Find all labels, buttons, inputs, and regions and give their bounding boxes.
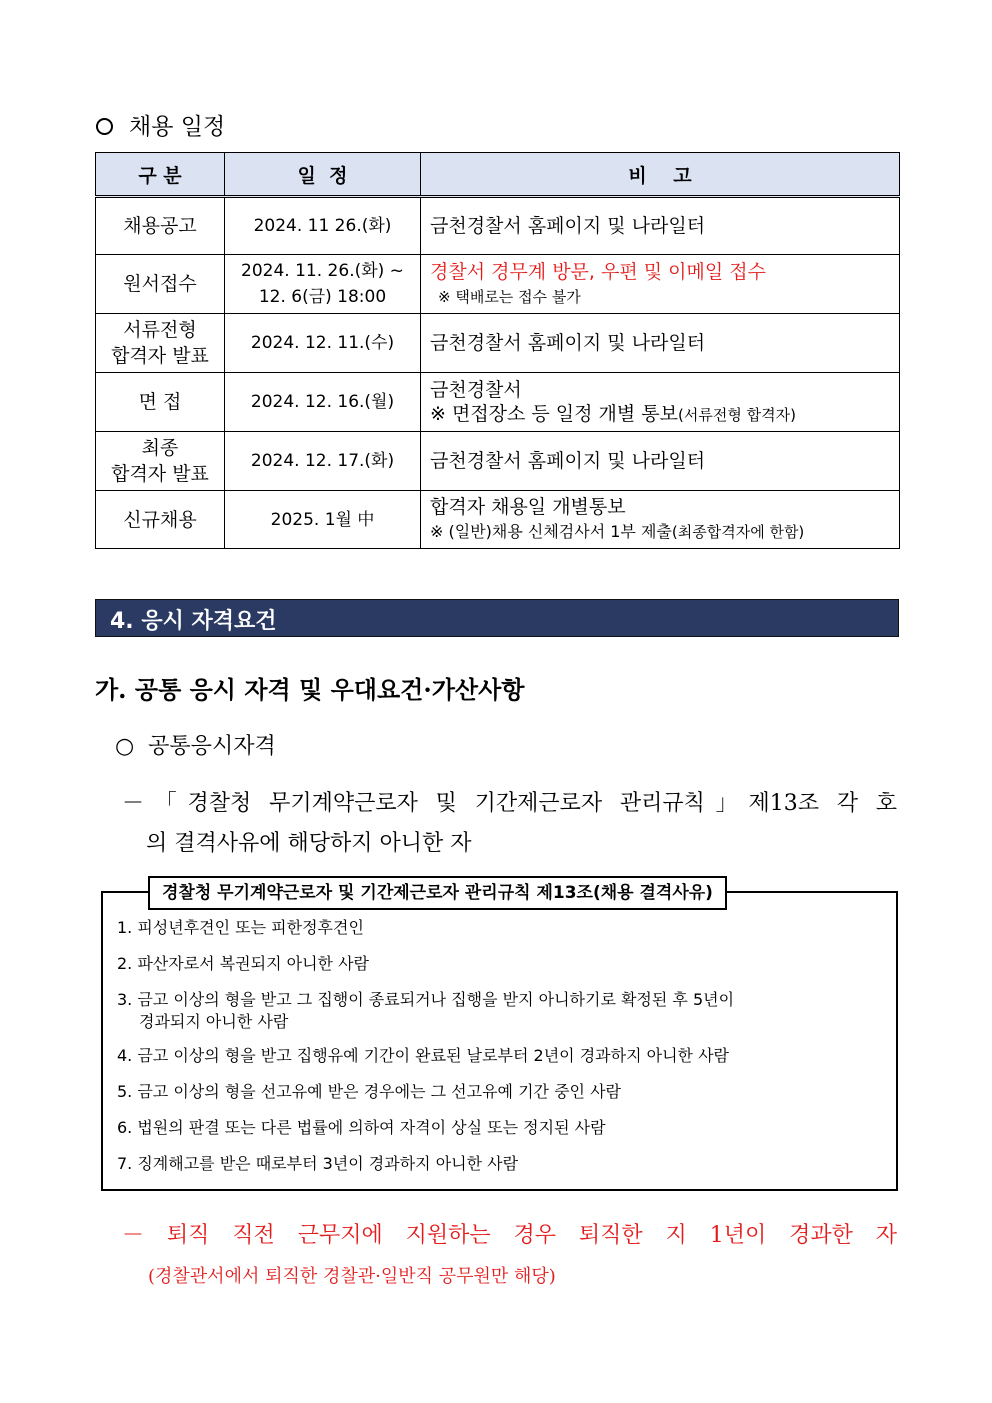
row-category: 원서접수: [96, 255, 225, 314]
table-row: [96, 197, 900, 255]
circle-bullet-icon: [96, 118, 113, 135]
row-note: 금천경찰서 홈페이지 및 나라일터: [421, 314, 900, 373]
list-item: 6. 법원의 판결 또는 다른 법률에 의하여 자격이 상실 또는 정지된 사람: [117, 1118, 606, 1137]
row-category: 최종 합격자 발표: [96, 432, 225, 491]
schedule-heading: 채용 일정: [96, 108, 225, 141]
schedule-header-row: [96, 153, 900, 197]
list-item: 2. 파산자로서 복권되지 아니한 사람: [117, 954, 369, 973]
list-item: 5. 금고 이상의 형을 선고유예 받은 경우에는 그 선고유예 기간 중인 사람: [117, 1082, 621, 1101]
row-note: 경찰서 경무계 방문, 우편 및 이메일 접수 ※ 택배로는 접수 불가: [421, 255, 900, 314]
row-date: 2024. 12. 17.(화): [225, 432, 421, 491]
table-row: [96, 373, 900, 432]
row-date: 2024. 12. 16.(월): [225, 373, 421, 432]
list-item: 7. 징계해고를 받은 때로부터 3년이 경과하지 아니한 사람: [117, 1154, 519, 1173]
row-category: 채용공고: [96, 197, 225, 255]
row-date: 2025. 1월 中: [225, 491, 421, 549]
disqualification-box: [101, 891, 898, 1191]
table-row: [96, 255, 900, 314]
retire-condition: － 퇴직 직전 근무지에 지원하는 경우 퇴직한 지 1년이 경과한 자: [122, 1223, 897, 1248]
row-category: 서류전형 합격자 발표: [96, 314, 225, 373]
row-date: 2024. 12. 11.(수): [225, 314, 421, 373]
retire-condition-note: (경찰관서에서 퇴직한 경찰관·일반직 공무원만 해당): [148, 1266, 556, 1287]
row-note: 금천경찰서 홈페이지 및 나라일터: [421, 197, 900, 255]
row-note: 금천경찰서 홈페이지 및 나라일터: [421, 432, 900, 491]
section-title: 4. 응시 자격요건: [110, 609, 277, 634]
row-date: 2024. 11. 26.(화) ~ 12. 6(금) 18:00: [225, 255, 421, 314]
section-bar: [95, 599, 899, 637]
row-date: 2024. 11 26.(화): [225, 197, 421, 255]
disqualification-box-title: 경찰청 무기계약근로자 및 기간제근로자 관리규칙 제13조(채용 결격사유): [148, 876, 727, 910]
schedule-table: [95, 152, 900, 549]
list-item: 3. 금고 이상의 형을 받고 그 집행이 종료되거나 집행을 받지 아니하기로 확정된 후 5년이 경과되지 아니한 사람: [117, 990, 735, 1031]
row-category: 신규채용: [96, 491, 225, 549]
table-row: [96, 432, 900, 491]
row-note: 금천경찰서 ※ 면접장소 등 일정 개별 통보(서류전형 합격자): [421, 373, 900, 432]
header-category: 구 분: [96, 153, 225, 197]
common-qualification-label: ○ 공통응시자격: [115, 734, 276, 759]
table-row: [96, 314, 900, 373]
subsection-title: 가. 공통 응시 자격 및 우대요건·가산사항: [95, 675, 525, 704]
common-qualification-text: －「경찰청 무기계약근로자 및 기간제근로자 관리규칙」제13조 각 호 의 결격사유에 해당하지 아니한 자: [122, 791, 897, 856]
list-item: 4. 금고 이상의 형을 받고 집행유예 기간이 완료된 날로부터 2년이 경과하지 아니한 사람: [117, 1046, 729, 1065]
disqualification-list: [117, 917, 884, 1189]
table-row: [96, 491, 900, 549]
header-date: 일 정: [225, 153, 421, 197]
list-item: 1. 피성년후견인 또는 피한정후견인: [117, 918, 364, 937]
row-category: 면 접: [96, 373, 225, 432]
row-note: 합격자 채용일 개별통보 ※ (일반)채용 신체검사서 1부 제출(최종합격자에 한함): [421, 491, 900, 549]
header-note: 비 고: [421, 153, 900, 197]
